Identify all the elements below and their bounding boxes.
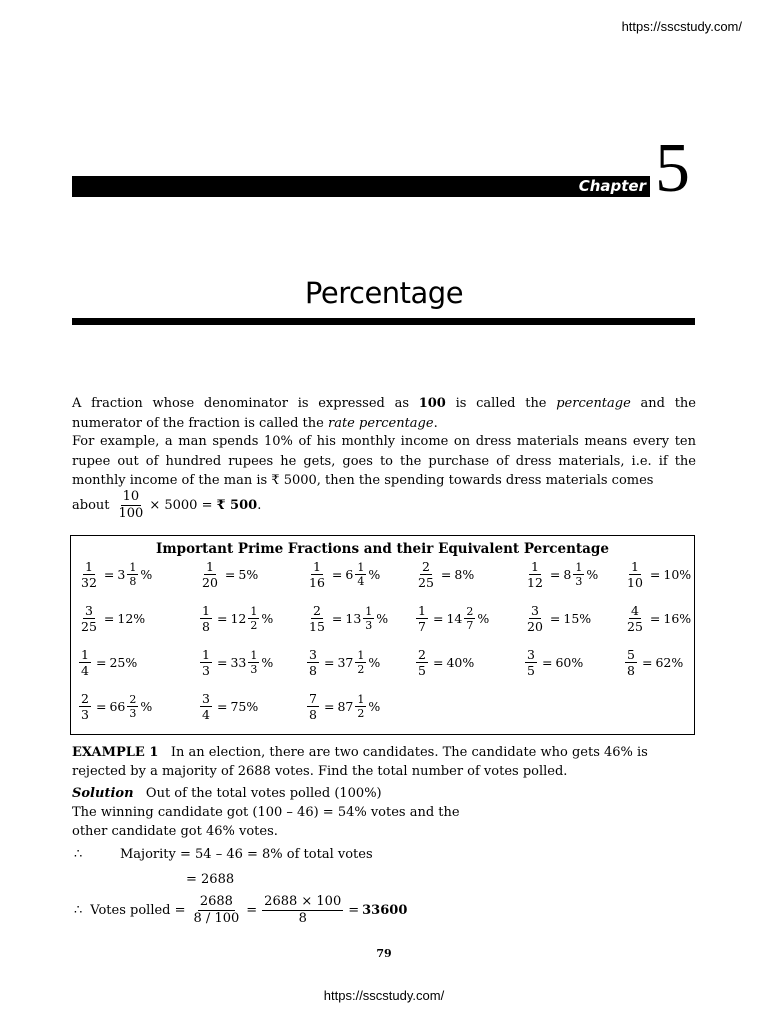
fraction-cell <box>198 604 273 633</box>
percent-sign: % <box>477 611 490 627</box>
votes-fraction-1-num: 2688 <box>199 894 233 909</box>
fraction-numerator: 2 <box>418 647 426 662</box>
prime-fraction <box>200 604 212 633</box>
percent-whole: 8% <box>454 567 475 583</box>
percent-fraction-den: 3 <box>129 707 137 721</box>
fraction-numerator: 3 <box>84 603 93 618</box>
fraction-cell <box>523 560 598 589</box>
percent-whole: 8 <box>563 567 572 583</box>
fraction-denominator: 10 <box>627 575 643 591</box>
fraction-numerator: 3 <box>202 691 210 706</box>
percent-fraction <box>127 562 138 588</box>
fraction-numerator: 1 <box>312 559 321 574</box>
fraction-denominator: 4 <box>81 663 89 679</box>
fraction-cell <box>623 604 691 633</box>
equals-sign: = <box>649 567 661 583</box>
percent-whole: 12% <box>117 611 146 627</box>
percent-whole: 5% <box>238 567 259 583</box>
equals-sign: = <box>649 611 661 627</box>
percent-fraction <box>573 562 584 588</box>
votes-result: 33600 <box>362 902 408 918</box>
prime-fraction <box>525 604 545 633</box>
prime-fraction <box>625 648 637 677</box>
percent-sign: % <box>261 611 274 627</box>
fraction-cell <box>414 604 489 633</box>
about-fraction <box>117 490 146 520</box>
percent-fraction-num: 1 <box>357 560 365 574</box>
fraction-numerator: 2 <box>421 559 430 574</box>
equals-sign: = <box>440 567 452 583</box>
fraction-cell <box>305 604 388 633</box>
votes-fraction-2-den: 8 <box>298 910 307 926</box>
about-rest: × 5000 = <box>149 497 213 513</box>
fraction-cell <box>198 560 258 589</box>
chapter-number: 5 <box>655 130 690 207</box>
page-title: Percentage <box>304 276 464 310</box>
percent-fraction-den: 3 <box>250 663 258 677</box>
fraction-denominator: 8 <box>202 619 210 635</box>
fraction-denominator: 12 <box>527 575 543 591</box>
fraction-denominator: 3 <box>202 663 210 679</box>
fraction-denominator: 16 <box>309 575 325 591</box>
prime-fraction <box>625 560 645 589</box>
votes-fraction-2-num: 2688 × 100 <box>264 894 342 909</box>
prime-fraction <box>625 604 645 633</box>
fraction-denominator: 3 <box>81 707 89 723</box>
percent-sign: % <box>261 655 274 671</box>
percent-sign: % <box>368 699 381 715</box>
prime-fraction <box>200 648 212 677</box>
percent-sign: % <box>376 611 389 627</box>
equals-sign: = <box>331 567 343 583</box>
equals-sign: = <box>331 611 343 627</box>
fraction-cell <box>77 648 137 677</box>
prime-fraction <box>416 560 436 589</box>
percent-fraction <box>248 606 259 632</box>
equals-2688-line: = 2688 <box>186 872 235 887</box>
equals-sign: = <box>216 699 228 715</box>
percent-sign: % <box>140 567 153 583</box>
prime-fraction <box>416 604 428 633</box>
fraction-cell <box>77 692 152 721</box>
fraction-denominator: 7 <box>418 619 426 635</box>
percent-whole: 25% <box>109 655 138 671</box>
fraction-numerator: 1 <box>84 559 93 574</box>
fraction-numerator: 3 <box>527 647 535 662</box>
prime-fraction <box>307 604 327 633</box>
footer-url[interactable]: https://sscstudy.com/ <box>323 988 445 1003</box>
solution-line <box>72 784 382 803</box>
percent-sign: % <box>368 567 381 583</box>
example-label: EXAMPLE 1 <box>72 745 159 760</box>
equals-sign: = <box>432 611 444 627</box>
fraction-numerator: 3 <box>530 603 539 618</box>
fraction-cell <box>623 648 683 677</box>
prime-fraction <box>79 648 91 677</box>
percent-whole: 3 <box>117 567 126 583</box>
fraction-cell <box>77 604 145 633</box>
equals-sign-1: = <box>246 902 258 918</box>
fraction-denominator: 20 <box>202 575 218 591</box>
solution-line-3: other candidate got 46% votes. <box>72 824 278 839</box>
percent-whole: 37 <box>337 655 354 671</box>
percent-whole: 60% <box>555 655 584 671</box>
fraction-numerator: 1 <box>202 647 210 662</box>
fraction-denominator: 25 <box>418 575 434 591</box>
example-1 <box>72 743 696 781</box>
fraction-cell <box>523 648 583 677</box>
percent-fraction-num: 2 <box>466 604 474 618</box>
prime-fraction <box>307 692 319 721</box>
percent-whole: 87 <box>337 699 354 715</box>
votes-fraction-2 <box>262 895 343 925</box>
fraction-cell <box>198 648 273 677</box>
percent-fraction-den: 3 <box>365 619 373 633</box>
percent-fraction-den: 3 <box>575 575 583 589</box>
percent-fraction-num: 1 <box>575 560 583 574</box>
percent-fraction <box>355 694 366 720</box>
equals-sign: = <box>95 655 107 671</box>
fraction-denominator: 8 <box>627 663 635 679</box>
intro-paragraph-2: For example, a man spends 10% of his monthly income on dress materials means every ten rupee out of hundred rupees he gets, goes to the purchase of dress materials, i.e. if the monthly income of the man is ₹ 5000, then the spending towards dress materials comes <box>72 434 696 488</box>
votes-polled-line <box>74 895 407 925</box>
percent-fraction-num: 1 <box>129 560 137 574</box>
percent-fraction-num: 1 <box>250 604 258 618</box>
solution-label: Solution <box>72 786 134 801</box>
fraction-numerator: 4 <box>630 603 639 618</box>
page-number: 79 <box>376 947 392 960</box>
prime-fraction <box>79 560 99 589</box>
chapter-label: Chapter <box>578 177 646 195</box>
fraction-denominator: 25 <box>81 619 97 635</box>
fraction-numerator: 2 <box>81 691 89 706</box>
percent-whole: 33 <box>230 655 247 671</box>
percent-fraction-num: 1 <box>250 648 258 662</box>
equals-sign: = <box>224 567 236 583</box>
equals-sign: = <box>216 655 228 671</box>
prime-fraction <box>307 648 319 677</box>
fraction-numerator: 1 <box>205 559 214 574</box>
example-text: In an election, there are two candidates. The candidate who gets 46% is rejected by a majority of 2688 votes. Find the total number of votes polled. <box>72 745 648 779</box>
equals-sign: = <box>549 567 561 583</box>
equals-sign: = <box>641 655 653 671</box>
fraction-cell <box>523 604 591 633</box>
prime-fraction <box>416 648 428 677</box>
prime-fraction <box>79 692 91 721</box>
percent-fraction-den: 8 <box>129 575 137 589</box>
percent-fraction <box>363 606 374 632</box>
fraction-cell <box>623 560 691 589</box>
fraction-denominator: 32 <box>81 575 97 591</box>
prime-fractions-title: Important Prime Fractions and their Equivalent Percentage <box>156 541 609 557</box>
equals-sign: = <box>323 655 335 671</box>
percent-whole: 16% <box>663 611 692 627</box>
equals-sign: = <box>549 611 561 627</box>
percent-fraction-den: 4 <box>357 575 365 589</box>
prime-fraction <box>200 560 220 589</box>
equals-sign: = <box>216 611 228 627</box>
equals-sign: = <box>95 699 107 715</box>
percent-fraction <box>355 650 366 676</box>
fraction-denominator: 20 <box>527 619 543 635</box>
percent-whole: 15% <box>563 611 592 627</box>
prime-fraction <box>200 692 212 721</box>
prime-fractions-box <box>70 535 695 735</box>
about-fraction-num: 10 <box>122 489 140 504</box>
percent-whole: 40% <box>446 655 475 671</box>
percent-fraction-den: 2 <box>357 663 365 677</box>
about-fraction-den: 100 <box>118 505 144 521</box>
percent-whole: 12 <box>230 611 247 627</box>
equals-sign: = <box>432 655 444 671</box>
fraction-numerator: 3 <box>309 647 317 662</box>
percent-whole: 10% <box>663 567 692 583</box>
fraction-numerator: 1 <box>630 559 639 574</box>
fraction-denominator: 8 <box>309 707 317 723</box>
equals-sign: = <box>541 655 553 671</box>
about-result: ₹ 500 <box>216 497 258 513</box>
percent-whole: 62% <box>655 655 684 671</box>
fraction-denominator: 8 <box>309 663 317 679</box>
about-end: . <box>257 497 262 513</box>
percent-fraction-num: 1 <box>357 692 365 706</box>
percent-fraction <box>127 694 138 720</box>
votes-fraction-1-den: 8 / 100 <box>193 910 240 926</box>
solution-line-2: The winning candidate got (100 – 46) = 54% votes and the <box>72 805 460 820</box>
title-rule <box>72 318 695 325</box>
fraction-denominator: 5 <box>527 663 535 679</box>
intro-paragraph-1: A fraction whose denominator is expressed as 100 is called the percentage and the numerator of the fraction is called the rate percentage. <box>72 396 696 431</box>
percent-sign: % <box>140 699 153 715</box>
header-url[interactable]: https://sscstudy.com/ <box>621 19 742 34</box>
about-word: about <box>72 497 110 513</box>
percent-fraction-den: 2 <box>357 707 365 721</box>
fraction-cell <box>305 560 380 589</box>
fraction-numerator: 7 <box>309 691 317 706</box>
fraction-numerator: 1 <box>530 559 539 574</box>
fraction-denominator: 4 <box>202 707 210 723</box>
therefore-symbol-2: ∴ <box>74 902 83 918</box>
prime-fraction <box>525 648 537 677</box>
prime-fraction <box>79 604 99 633</box>
fraction-numerator: 1 <box>81 647 89 662</box>
fraction-numerator: 5 <box>627 647 635 662</box>
fraction-cell <box>77 560 152 589</box>
fraction-cell <box>414 648 474 677</box>
fraction-cell <box>198 692 258 721</box>
equals-sign-2: = <box>348 902 360 918</box>
percent-sign: % <box>368 655 381 671</box>
prime-fraction <box>525 560 545 589</box>
fraction-cell <box>305 648 380 677</box>
percent-whole: 75% <box>230 699 259 715</box>
percent-whole: 6 <box>345 567 354 583</box>
percent-fraction <box>464 606 475 632</box>
percent-fraction-num: 1 <box>365 604 373 618</box>
majority-line: Majority = 54 – 46 = 8% of total votes <box>120 847 373 862</box>
percent-whole: 13 <box>345 611 362 627</box>
fraction-denominator: 5 <box>418 663 426 679</box>
votes-polled-label: Votes polled = <box>90 902 186 918</box>
therefore-symbol-1: ∴ <box>74 847 83 862</box>
percent-whole: 14 <box>446 611 463 627</box>
percent-fraction <box>355 562 366 588</box>
equals-sign: = <box>103 567 115 583</box>
about-formula <box>72 490 261 520</box>
fraction-numerator: 1 <box>202 603 210 618</box>
percent-fraction-den: 2 <box>250 619 258 633</box>
votes-fraction-1 <box>192 895 242 925</box>
equals-sign: = <box>103 611 115 627</box>
percent-sign: % <box>586 567 599 583</box>
percent-fraction <box>248 650 259 676</box>
percent-whole: 66 <box>109 699 126 715</box>
percent-fraction-num: 1 <box>357 648 365 662</box>
fraction-cell <box>305 692 380 721</box>
solution-text: Out of the total votes polled (100%) <box>145 786 382 801</box>
chapter-bar <box>72 176 650 197</box>
percent-fraction-num: 2 <box>129 692 137 706</box>
fraction-numerator: 2 <box>312 603 321 618</box>
percent-fraction-den: 7 <box>466 619 474 633</box>
fraction-numerator: 1 <box>418 603 426 618</box>
fraction-cell <box>414 560 474 589</box>
fraction-denominator: 25 <box>627 619 643 635</box>
prime-fraction <box>307 560 327 589</box>
fraction-denominator: 15 <box>309 619 325 635</box>
equals-sign: = <box>323 699 335 715</box>
